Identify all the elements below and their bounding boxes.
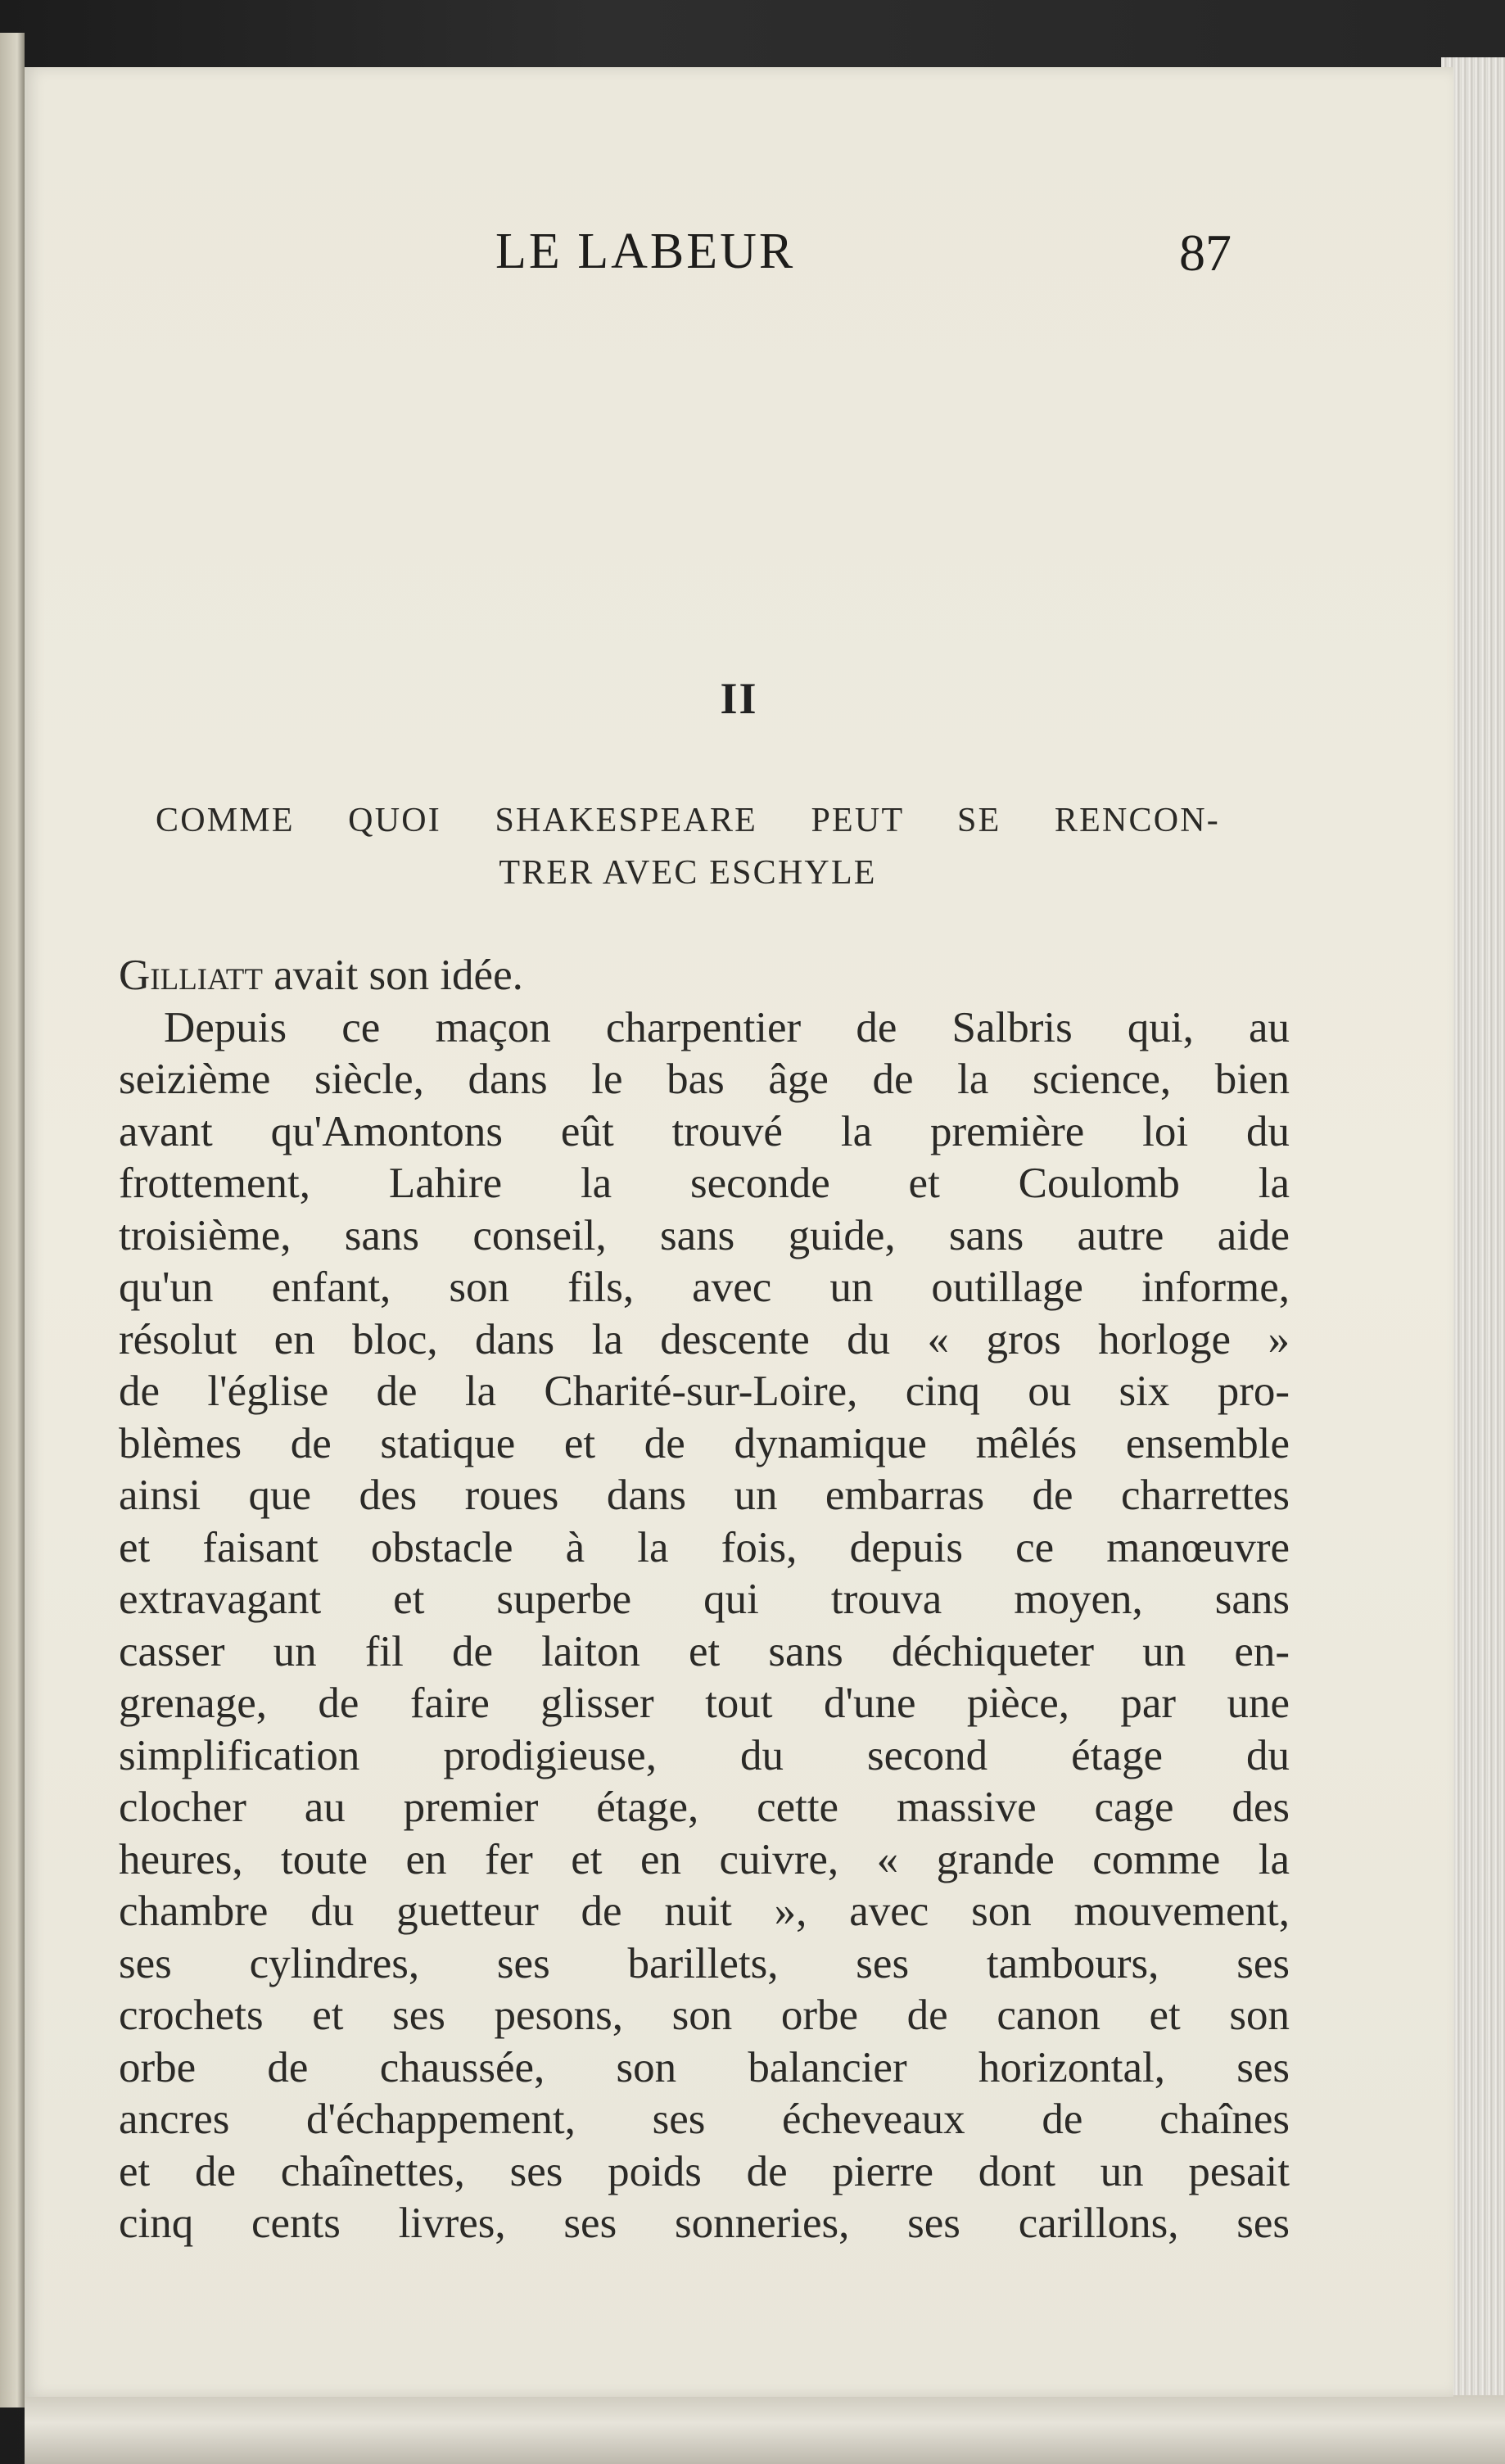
text-line: heures, toute en fer et en cuivre, « grande comme la — [119, 1835, 1290, 1883]
text-line-content: avait son idée. — [262, 952, 523, 999]
page-number: 87 — [1179, 224, 1232, 282]
text-line: clocher au premier étage, cette massive cage des — [119, 1784, 1290, 1831]
chapter-number: II — [720, 674, 758, 723]
text-line: de l'église de la Charité-sur-Loire, cinq ou six pro- — [119, 1368, 1290, 1415]
book-bottom-edge — [25, 2395, 1505, 2464]
opening-name: Gilliatt — [119, 952, 263, 999]
text-line: grenage, de faire glisser tout d'une pièce, par une — [119, 1680, 1290, 1727]
text-line: ses cylindres, ses barillets, ses tambours, ses — [119, 1939, 1290, 1987]
text-line: et faisant obstacle à la fois, depuis ce manœuvre — [119, 1523, 1290, 1571]
text-line: simplification prodigieuse, du second étage du — [119, 1731, 1290, 1779]
chapter-title-line-2: TRER AVEC ESCHYLE — [499, 854, 877, 892]
text-line: blèmes de statique et de dynamique mêlés ensemble — [119, 1419, 1290, 1467]
chapter-title-line-1: COMME QUOI SHAKESPEARE PEUT SE RENCON- — [156, 802, 1220, 839]
body-text — [119, 950, 1290, 2250]
text-line: cinq cents livres, ses sonneries, ses carillons, ses — [119, 2200, 1290, 2247]
text-line: Depuis ce maçon charpentier de Salbris qui, au — [164, 1003, 1290, 1051]
text-line: crochets et ses pesons, son orbe de canon et son — [119, 1992, 1290, 2039]
text-line: chambre du guetteur de nuit », avec son mouvement, — [119, 1888, 1290, 1935]
chapter-title — [156, 794, 1220, 899]
text-line — [119, 950, 1290, 1002]
text-line: seizième siècle, dans le bas âge de la science, bien — [119, 1056, 1290, 1103]
text-line: résolut en bloc, dans la descente du « gros horloge » — [119, 1315, 1290, 1363]
text-line: orbe de chaussée, son balancier horizontal, ses — [119, 2043, 1290, 2091]
text-line: frottement, Lahire la seconde et Coulomb la — [119, 1160, 1290, 1207]
book-page — [25, 67, 1453, 2397]
text-line: qu'un enfant, son fils, avec un outillage informe, — [119, 1264, 1290, 1311]
text-line: ainsi que des roues dans un embarras de charrettes — [119, 1472, 1290, 1519]
running-title: LE LABEUR — [495, 224, 796, 279]
text-line: extravagant et superbe qui trouva moyen, sans — [119, 1576, 1290, 1623]
text-line: casser un fil de laiton et sans déchiqueter un en- — [119, 1627, 1290, 1675]
text-line: ancres d'échappement, ses écheveaux de chaînes — [119, 2096, 1290, 2143]
previous-page-edge — [0, 33, 25, 2407]
text-line: troisième, sans conseil, sans guide, sans autre aide — [119, 1211, 1290, 1259]
text-line: avant qu'Amontons eût trouvé la première loi du — [119, 1107, 1290, 1155]
text-line: et de chaînettes, ses poids de pierre dont un pesait — [119, 2147, 1290, 2195]
running-head — [25, 223, 1453, 288]
